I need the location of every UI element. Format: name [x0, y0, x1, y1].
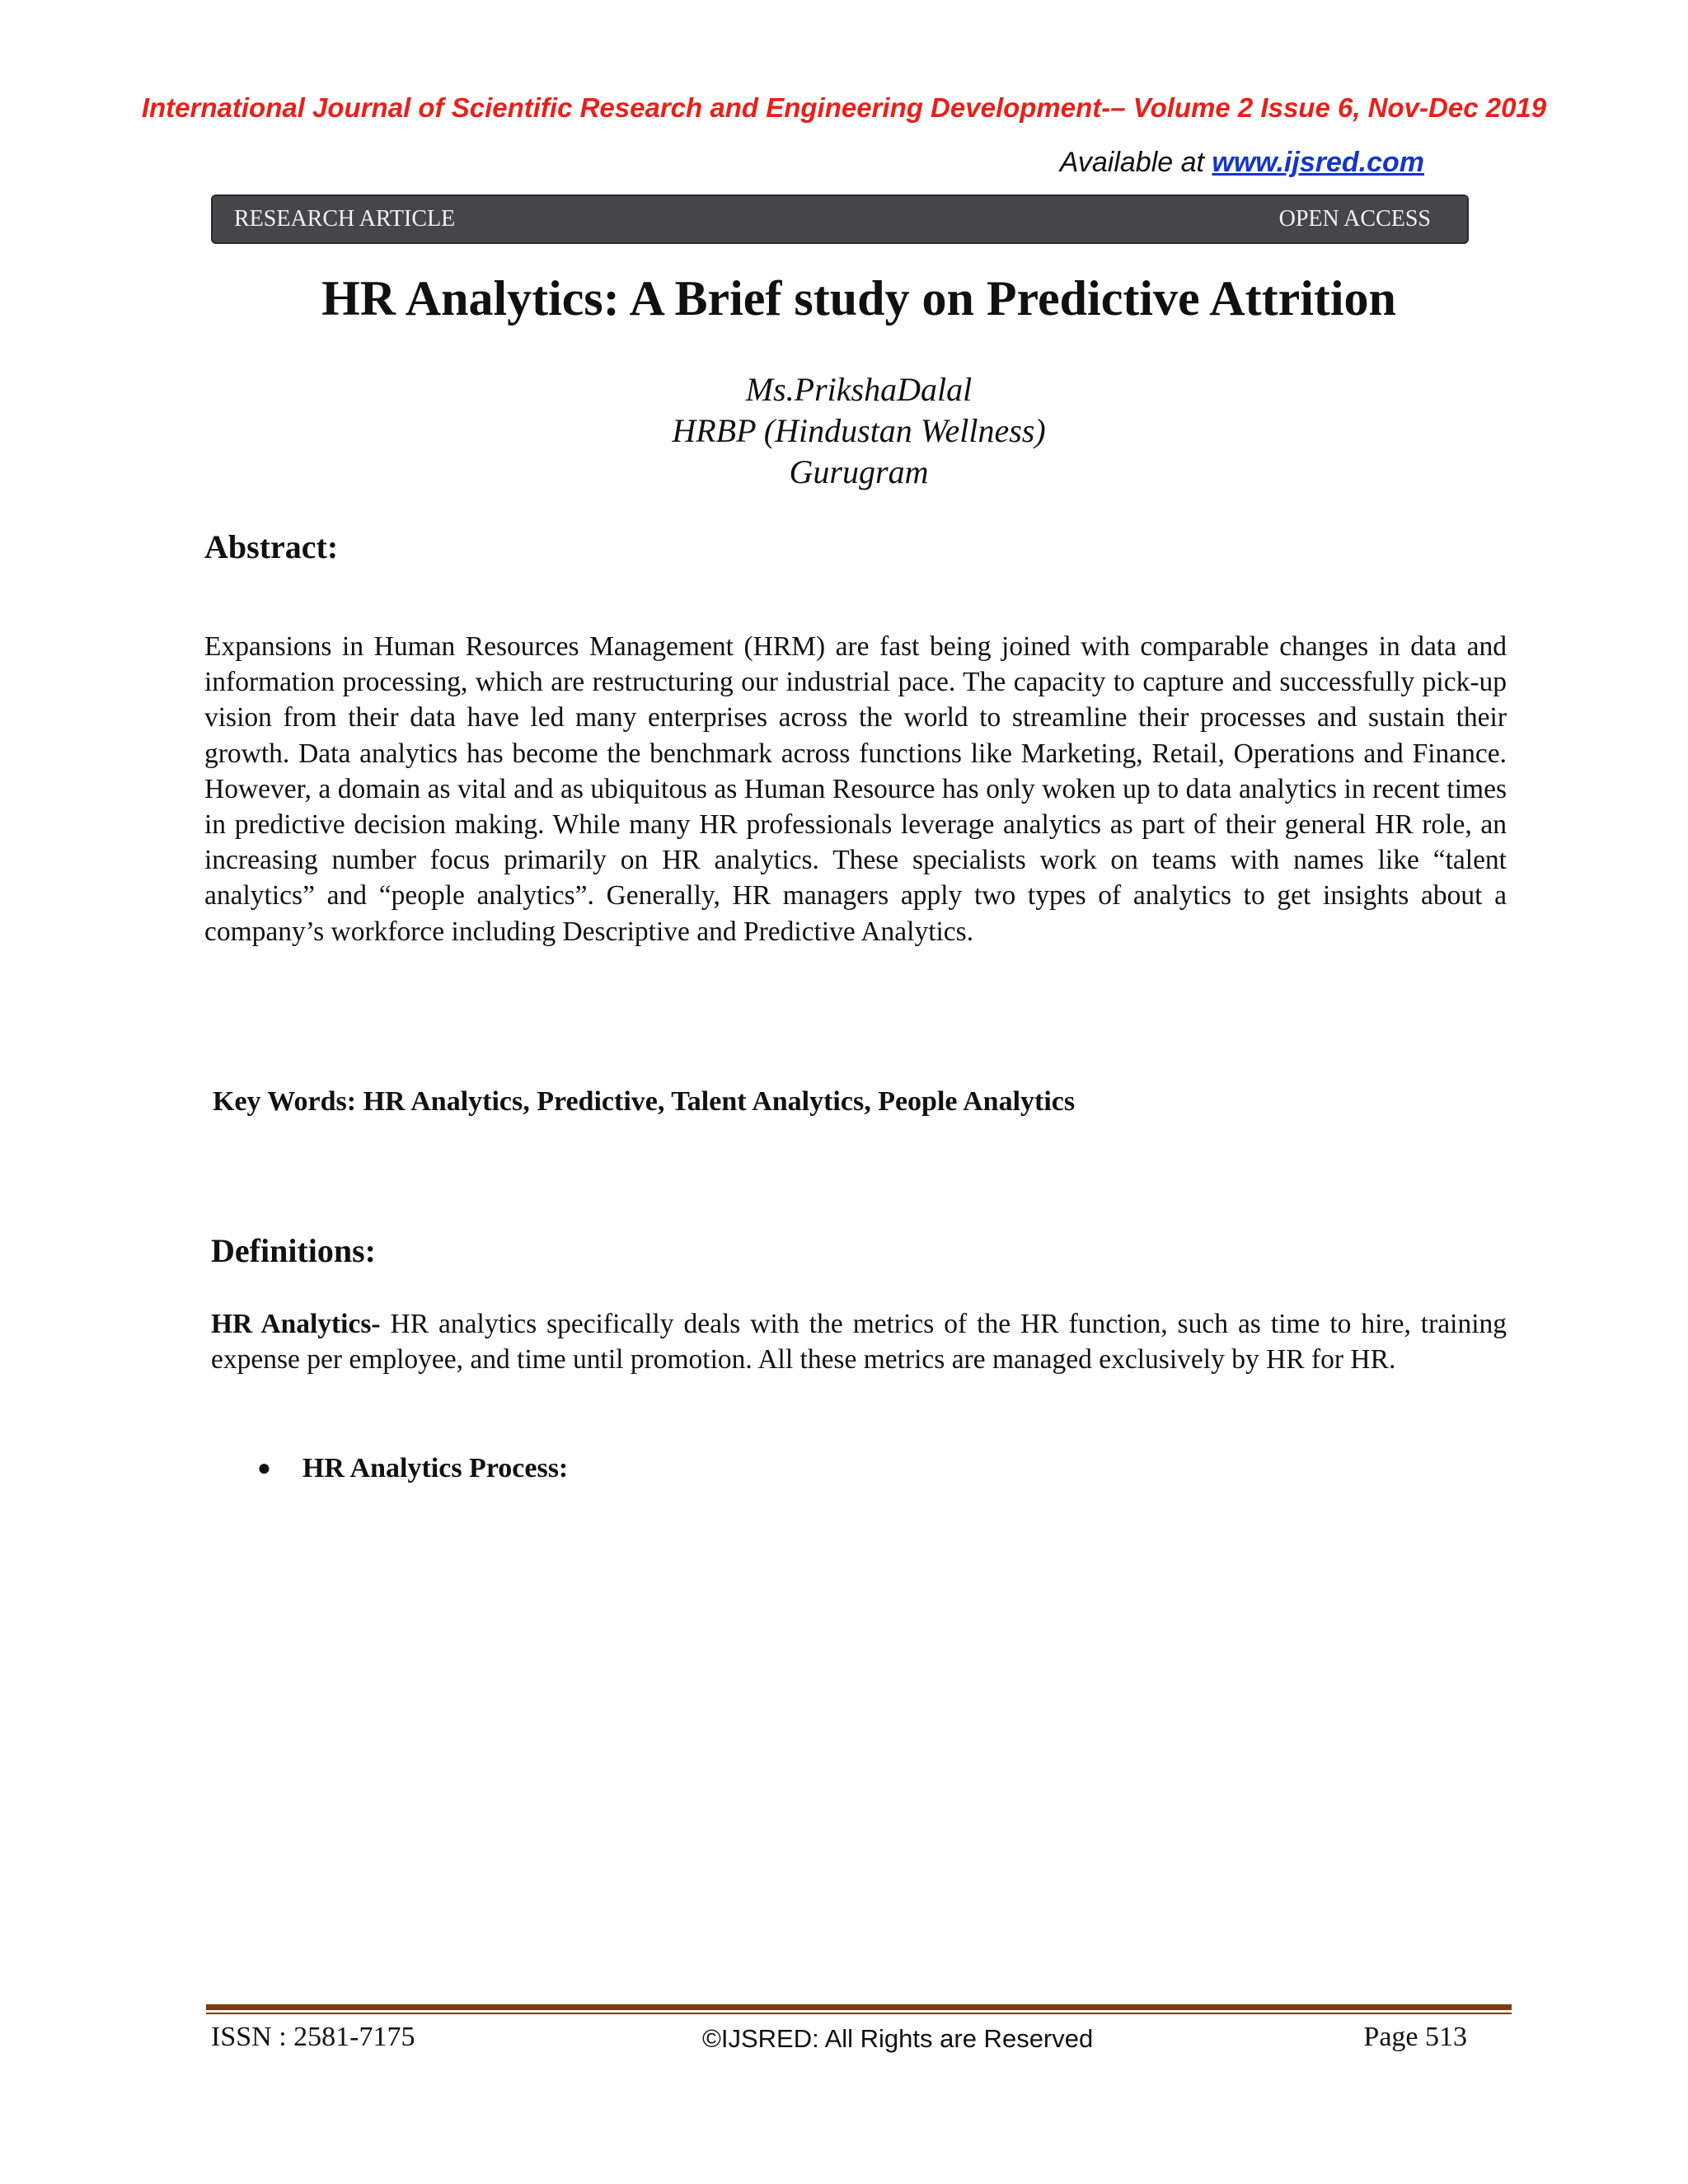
abstract-body: Expansions in Human Resources Management (HRM) are fast being joined with comparable changes in data and information processing, which are restructuring our industrial pace. The capacity to capture and successfully pick-up vision from their data have led many enterprises across the world to streamline their processes and sustain their growth. Data analytics has become the benchmark across functions like Marketing, Retail, Operations and Finance. However, a domain as vital and as ubiquitous as Human Resource has only woken up to data analytics in recent times in predictive decision making. While many HR professionals leverage analytics as part of their general HR role, an increasing number focus primarily on HR analytics. These specialists work on teams with names like “talent analytics” and “people analytics”. Generally, HR managers apply two types of analytics to get insights about a company’s workforce including Descriptive and Predictive Analytics. [204, 631, 1507, 947]
availability-line [1060, 147, 1424, 179]
author-affiliation: HRBP (Hindustan Wellness) [672, 412, 1046, 449]
definition-term: HR Analytics- [211, 1309, 381, 1339]
journal-header: International Journal of Scientific Research and Engineering Development-– Volume 2 Issue 6, Nov-Dec 2019 [141, 92, 1547, 123]
journal-website-link[interactable]: www.ijsred.com [1212, 147, 1424, 178]
footer-issn: ISSN : 2581-7175 [211, 2022, 415, 2052]
footer-divider [206, 2004, 1512, 2010]
availability-prefix: Available at [1059, 147, 1212, 178]
list-item [257, 1453, 568, 1484]
bullet-icon: ● [257, 1455, 271, 1481]
author-block [0, 369, 1688, 493]
access-type-label: OPEN ACCESS [1278, 206, 1431, 232]
footer-page-number: Page 513 [1363, 2022, 1467, 2052]
paper-title: HR Analytics: A Brief study on Predictive Attrition [321, 271, 1396, 326]
author-name: Ms.PrikshaDalal [745, 371, 973, 408]
definition-text: HR analytics specifically deals with the metrics of the HR function, such as time to hire, training expense per employee, and time until promotion. All these metrics are managed exclusively by HR for HR. [211, 1309, 1507, 1375]
definitions-heading: Definitions: [211, 1232, 376, 1269]
footer-divider-thin [206, 2013, 1512, 2014]
bullet-text: HR Analytics Process: [302, 1453, 569, 1483]
footer-copyright: ©IJSRED: All Rights are Reserved [702, 2024, 1094, 2053]
keywords: Key Words: HR Analytics, Predictive, Talent Analytics, People Analytics [213, 1086, 1076, 1117]
article-type-bar [211, 194, 1469, 244]
definition-paragraph [211, 1306, 1507, 1377]
article-type-label: RESEARCH ARTICLE [234, 206, 456, 232]
abstract-heading: Abstract: [204, 528, 339, 565]
author-location: Gurugram [789, 453, 929, 490]
